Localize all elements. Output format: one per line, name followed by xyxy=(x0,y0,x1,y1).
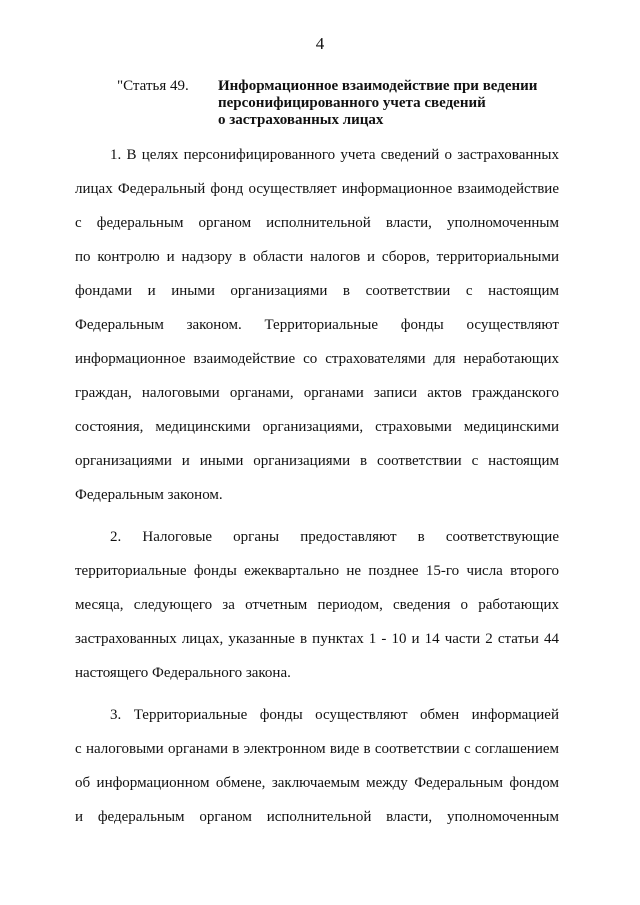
text-line: 3. Территориальные фонды осуществляют обмен информацией xyxy=(110,707,559,723)
text-line: с федеральным органом исполнительной власти, уполномоченным xyxy=(75,215,559,231)
article-label: "Статья 49. xyxy=(117,78,189,94)
text-line: застрахованных лицах, указанные в пунктах 1 - 10 и 14 части 2 статьи 44 xyxy=(75,631,559,647)
text-line: территориальные фонды ежеквартально не позднее 15-го числа второго xyxy=(75,563,559,579)
text-line: 2. Налоговые органы предоставляют в соответствующие xyxy=(110,529,559,545)
article-title xyxy=(218,78,578,129)
article-title-line: Информационное взаимодействие при ведении xyxy=(218,78,538,94)
article-title-line: персонифицированного учета сведений xyxy=(218,95,486,111)
text-line: информационное взаимодействие со страхователями для неработающих xyxy=(75,351,559,367)
article-body xyxy=(75,144,559,840)
paragraph-spacer xyxy=(75,696,559,704)
text-line: по контролю и надзору в области налогов и сборов, территориальными xyxy=(75,249,559,265)
text-line: состояния, медицинскими организациями, страховыми медицинскими xyxy=(75,419,559,435)
text-line: настоящего Федерального закона. xyxy=(75,665,291,681)
text-line: и федеральным органом исполнительной власти, уполномоченным xyxy=(75,809,559,825)
paragraph-3 xyxy=(75,704,559,840)
text-line: об информационном обмене, заключаемым между Федеральным фондом xyxy=(75,775,559,791)
text-line: лицах Федеральный фонд осуществляет информационное взаимодействие xyxy=(75,181,559,197)
paragraph-2 xyxy=(75,526,559,696)
text-line: с налоговыми органами в электронном виде в соответствии с соглашением xyxy=(75,741,559,757)
article-title-line: о застрахованных лицах xyxy=(218,112,384,128)
text-line: месяца, следующего за отчетным периодом, сведения о работающих xyxy=(75,597,559,613)
paragraph-spacer xyxy=(75,518,559,526)
text-line: фондами и иными организациями в соответствии с настоящим xyxy=(75,283,559,299)
text-line: организациями и иными организациями в соответствии с настоящим xyxy=(75,453,559,469)
text-line: граждан, налоговыми органами, органами записи актов гражданского xyxy=(75,385,559,401)
text-line: 1. В целях персонифицированного учета сведений о застрахованных xyxy=(110,147,559,163)
page-number: 4 xyxy=(315,34,325,53)
paragraph-1 xyxy=(75,144,559,518)
text-line: Федеральным законом. Территориальные фонды осуществляют xyxy=(75,317,559,333)
text-line: Федеральным законом. xyxy=(75,487,223,503)
